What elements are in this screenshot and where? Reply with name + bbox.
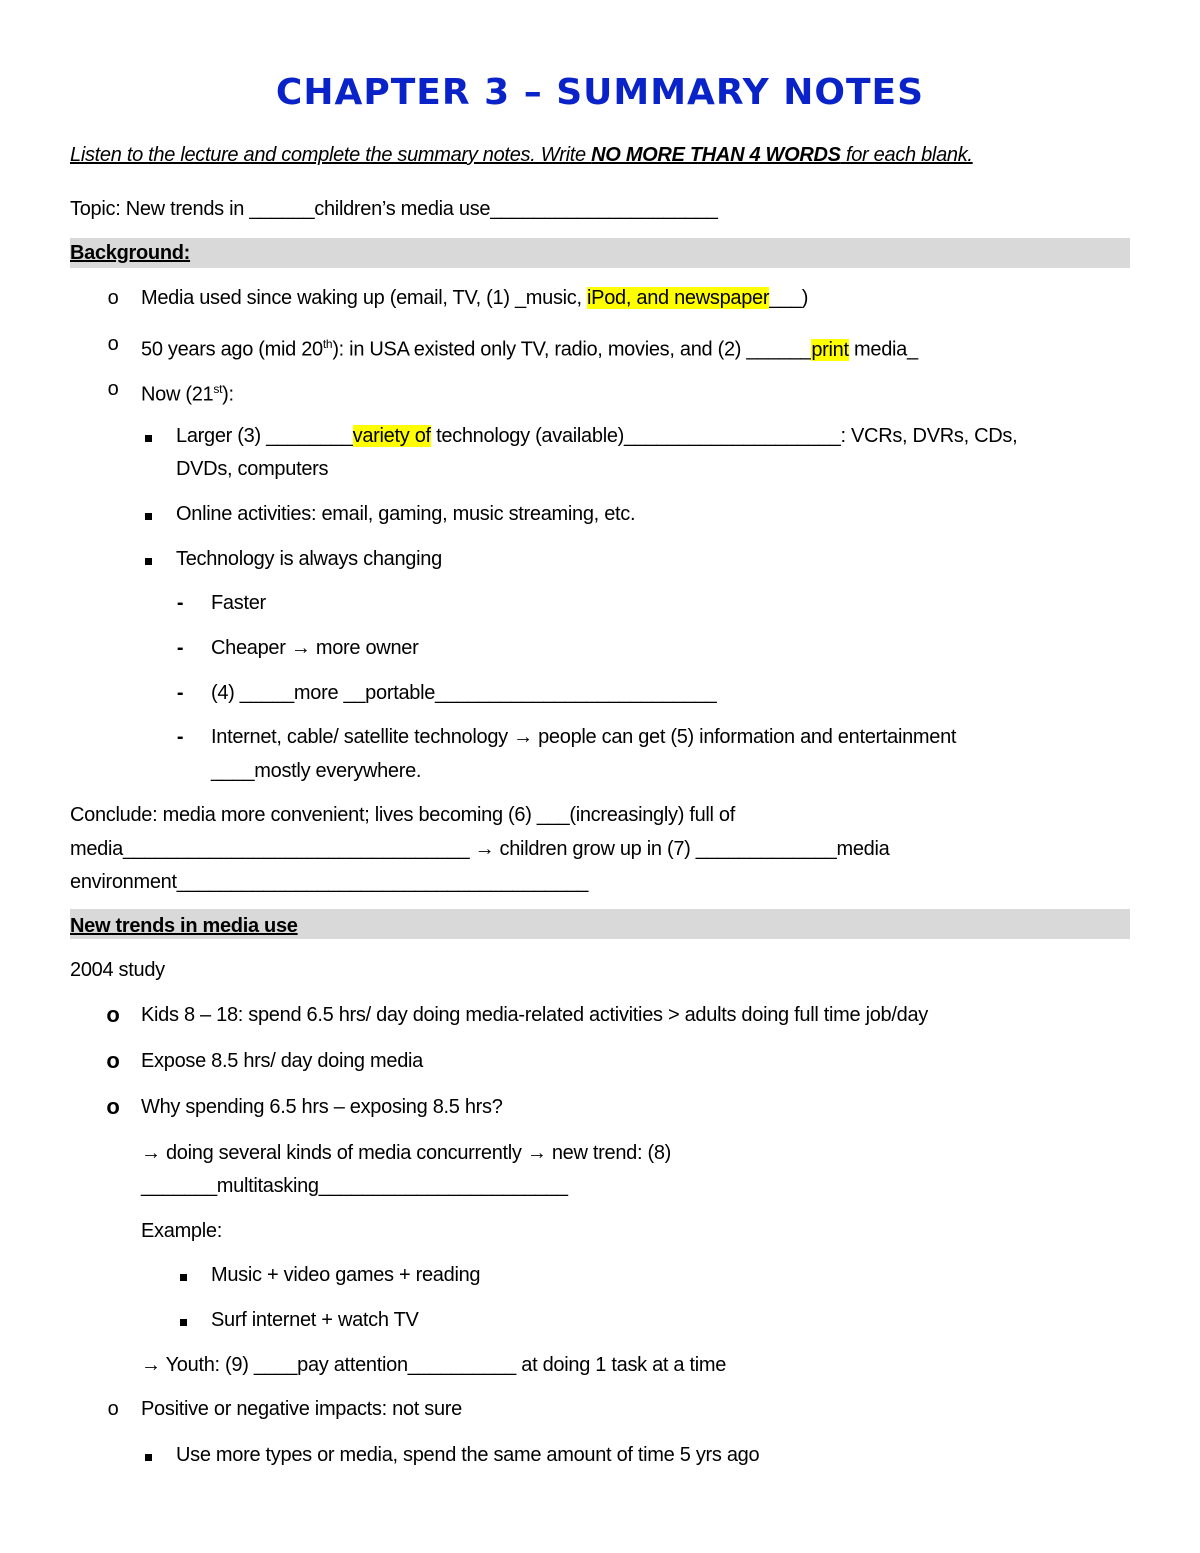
item-text: ):	[222, 383, 234, 406]
youth-line	[141, 1352, 726, 1378]
answer-line	[141, 1140, 671, 1166]
example-label: Example:	[141, 1220, 222, 1242]
example-item-1: Music + video games + reading	[211, 1264, 481, 1286]
page-title: CHAPTER 3 – SUMMARY NOTES	[275, 72, 925, 113]
bullet-circle-icon: o	[107, 1398, 119, 1420]
dash-item-3: (4) _____more __portable__________________________	[211, 682, 717, 704]
background-heading: Background:	[70, 242, 191, 264]
bullet-square-icon	[175, 1262, 191, 1288]
item-text: 50 years ago (mid 20	[141, 338, 323, 361]
arrow-right-icon: →	[526, 1142, 547, 1164]
impacts-sub-item: Use more types or media, spend the same amount of time 5 yrs ago	[176, 1444, 760, 1466]
item-text: Internet, cable/ satellite technology	[211, 726, 514, 748]
conclude-line-3: environment______________________________________	[70, 871, 589, 893]
bullet-dash-icon: -	[176, 726, 184, 748]
bullet-circle-icon: o	[107, 333, 119, 355]
arrow-right-icon: →	[290, 637, 311, 659]
example-item-2: Surf internet + watch TV	[211, 1309, 419, 1331]
item-text: doing several kinds of media concurrently	[160, 1142, 527, 1164]
arrow-right-icon: →	[513, 726, 533, 748]
trend-item-3: Why spending 6.5 hrs – exposing 8.5 hrs?	[141, 1096, 503, 1118]
sub-item-3: Technology is always changing	[176, 548, 442, 570]
conclude-line-1: Conclude: media more convenient; lives becoming (6) ___(increasingly) full of	[70, 804, 736, 826]
trend-item-1: Kids 8 – 18: spend 6.5 hrs/ day doing media-related activities > adults doing full time job/day	[141, 1004, 928, 1026]
arrow-right-icon: →	[141, 1354, 161, 1376]
superscript: th	[322, 337, 333, 351]
bullet-square-icon	[140, 1442, 156, 1468]
bullet-circle-icon: o	[107, 378, 119, 400]
sub-item-2: Online activities: email, gaming, music streaming, etc.	[176, 503, 636, 525]
arrow-right-icon: →	[141, 1142, 161, 1164]
item-text: people can get (5) information and entertainment	[532, 726, 957, 748]
item-text: media_	[848, 338, 918, 361]
instruction-line	[70, 142, 973, 168]
conclude-line-2	[70, 836, 889, 862]
sub-item-1-cont: DVDs, computers	[176, 458, 329, 480]
item-text: ): in USA existed only TV, radio, movies, and (2) ______	[332, 338, 812, 361]
trends-heading: New trends in media use	[70, 915, 298, 937]
bullet-square-icon	[140, 423, 156, 449]
dash-item-4	[211, 724, 956, 750]
bullet-dash-icon: -	[176, 637, 184, 659]
background-heading-band	[70, 238, 1130, 268]
item-text: media________________________________	[70, 838, 475, 860]
highlight-text: iPod, and newspaper	[587, 287, 770, 309]
bullet-dash-icon: -	[176, 682, 184, 704]
item-text: Cheaper	[211, 637, 291, 659]
arrow-right-icon: →	[474, 838, 495, 860]
bullet-square-icon	[140, 546, 156, 572]
trend-item-2: Expose 8.5 hrs/ day doing media	[141, 1050, 423, 1072]
dash-item-2	[211, 635, 418, 661]
background-item-2	[141, 331, 918, 363]
bullet-square-icon	[140, 501, 156, 527]
item-text: Larger (3) ________	[176, 425, 353, 447]
dash-item-1: Faster	[211, 592, 266, 614]
bullet-circle-icon: o	[106, 1094, 120, 1119]
impacts-item: Positive or negative impacts: not sure	[141, 1398, 462, 1420]
instruction-pre: Listen to the lecture and complete the summary notes. Write	[70, 144, 592, 166]
study-label: 2004 study	[70, 959, 165, 981]
bullet-circle-icon: o	[107, 287, 119, 309]
topic-line: Topic: New trends in ______children’s media use_____________________	[70, 198, 718, 220]
bullet-dash-icon: -	[176, 592, 184, 614]
item-text: children grow up in (7) _____________media	[494, 838, 890, 860]
highlight-text: variety of	[352, 425, 431, 447]
item-text: Youth: (9) ____pay attention__________ at doing 1 task at a time	[160, 1354, 727, 1376]
background-item-3	[141, 376, 234, 408]
instruction-post: for each blank.	[840, 144, 973, 166]
bullet-square-icon	[175, 1307, 191, 1333]
item-text: new trend: (8)	[546, 1142, 672, 1164]
sub-item-1	[176, 423, 1017, 449]
superscript: st	[213, 382, 223, 396]
highlight-text: print	[811, 338, 849, 361]
item-text: ___)	[769, 287, 809, 309]
bullet-circle-icon: o	[106, 1048, 120, 1073]
item-text: more owner	[310, 637, 419, 659]
bullet-circle-icon: o	[106, 1002, 120, 1027]
background-item-1	[141, 285, 808, 311]
dash-item-4-cont: ____mostly everywhere.	[211, 760, 422, 782]
answer-line-cont: _______multitasking_______________________	[141, 1175, 568, 1197]
item-text: technology (available)____________________: VCRs, DVRs, CDs,	[430, 425, 1018, 447]
instruction-bold: NO MORE THAN 4 WORDS	[591, 144, 841, 166]
item-text: Now (21	[141, 383, 214, 406]
item-text: Media used since waking up (email, TV, (1) _music,	[141, 287, 588, 309]
